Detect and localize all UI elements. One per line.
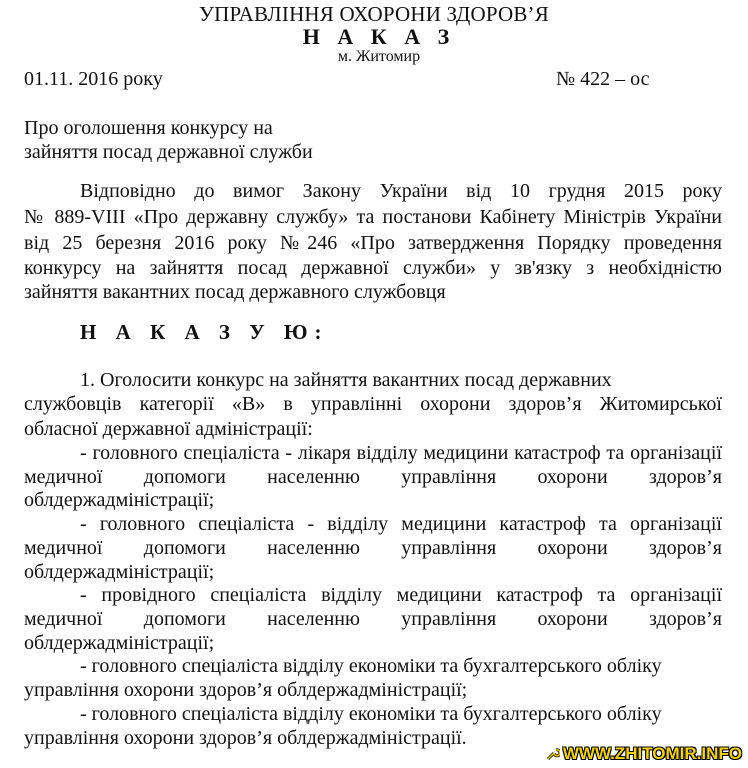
item-line: обласної державної адміністрації:	[24, 418, 313, 440]
order-number: № 422 – ос	[556, 68, 650, 90]
position-line: - головного спеціаліста - відділу медицини катастроф та організації	[80, 513, 722, 535]
site-watermark	[546, 744, 742, 764]
preamble-line: Відповідно до вимог Закону України від 10 грудня 2015 року	[80, 180, 722, 202]
position-line: медичної допомоги населенню управління охорони здоров’я	[24, 537, 722, 559]
preamble-line: № 889-VIII «Про державну службу» та постанови Кабінету Міністрів України	[24, 206, 722, 228]
preamble-line: від 25 березня 2016 року №246 «Про затвердження Порядку проведення	[24, 232, 722, 254]
position-line: управління охорони здоров’я облдержадміністрації.	[24, 727, 467, 749]
position-line: облдержадміністрації;	[24, 561, 215, 583]
order-heading: Н А К А З У Ю:	[80, 320, 329, 344]
position-line: управління охорони здоров’я облдержадміністрації;	[24, 679, 468, 701]
preamble-line: конкурсу на зайняття посад державної служби» у зв'язку з необхідністю	[24, 257, 722, 279]
subject-line-1: Про оголошення конкурсу на	[24, 117, 273, 139]
preamble-line: зайняття вакантних посад державного службовця	[24, 281, 446, 303]
subject-line-2: зайняття посад державної служби	[24, 141, 313, 163]
position-line: - головного спеціаліста відділу економіки та бухгалтерського обліку	[80, 703, 662, 725]
org-title: УПРАВЛІННЯ ОХОРОНИ ЗДОРОВ’Я	[199, 2, 549, 26]
item-line: службовців категорії «В» в управлінні охорони здоров’я Житомирської	[24, 393, 722, 415]
city-label: м. Житомир	[337, 48, 421, 65]
wrench-icon	[546, 747, 560, 761]
position-line: медичної допомоги населенню управління охорони здоров’я	[24, 466, 722, 488]
position-line: - провідного спеціаліста відділу медицини катастроф та організації	[80, 584, 722, 606]
order-date: 01.11. 2016 року	[24, 68, 163, 90]
item-line: 1. Оголосити конкурс на зайняття вакантних посад державних	[80, 369, 612, 391]
position-line: медичної допомоги населенню управління охорони здоров’я	[24, 608, 722, 630]
doc-type-heading: Н А К А З	[302, 24, 456, 49]
position-line: - головного спеціаліста відділу економіки та бухгалтерського обліку	[80, 655, 662, 677]
position-line: облдержадміністрації;	[24, 489, 215, 511]
position-line: - головного спеціаліста - лікаря відділу медицини катастроф та організації	[80, 442, 722, 464]
watermark-text: WWW.ZHITOMIR.INFO	[562, 744, 742, 763]
position-line: облдержадміністрації;	[24, 632, 215, 654]
